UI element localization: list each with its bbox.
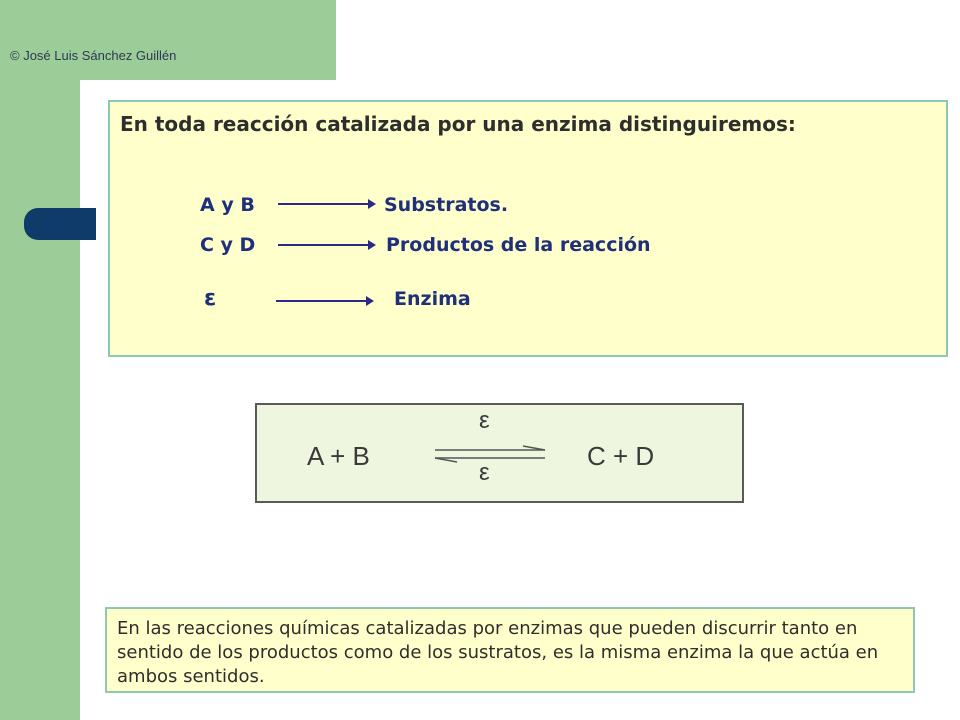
- arrow-right-icon: [276, 300, 368, 302]
- meaning-products: Productos de la reacción: [386, 234, 651, 256]
- term-products: C y D: [200, 234, 256, 256]
- meaning-substrates: Substratos.: [384, 194, 509, 216]
- top-green-band: [0, 0, 336, 80]
- reactants: A + B: [307, 441, 370, 471]
- left-green-band: [0, 0, 80, 720]
- explanation-box: [105, 607, 915, 693]
- arrow-right-icon: [278, 244, 370, 246]
- meaning-enzyme: Enzima: [394, 288, 471, 310]
- term-substrates: A y B: [200, 194, 255, 216]
- copyright-text: © José Luis Sánchez Guillén: [10, 48, 177, 63]
- term-enzyme: ε: [204, 286, 217, 311]
- products: C + D: [587, 441, 655, 471]
- explanation-text: En las reacciones químicas catalizadas por enzimas que pueden discurrir tanto en sentido de los productos como de los sustratos, es la misma enzima la que actúa en ambos sentidos.: [117, 618, 879, 687]
- equilibrium-arrows-icon: [431, 445, 549, 465]
- enzyme-top-symbol: ε: [479, 407, 490, 434]
- arrow-right-icon: [278, 203, 370, 205]
- enzyme-bottom-symbol: ε: [479, 459, 490, 486]
- reaction-box: [255, 403, 744, 503]
- definitions-box: [108, 100, 948, 357]
- definitions-title: En toda reacción catalizada por una enzima distinguiremos:: [120, 112, 796, 136]
- decorative-tab: [24, 208, 96, 240]
